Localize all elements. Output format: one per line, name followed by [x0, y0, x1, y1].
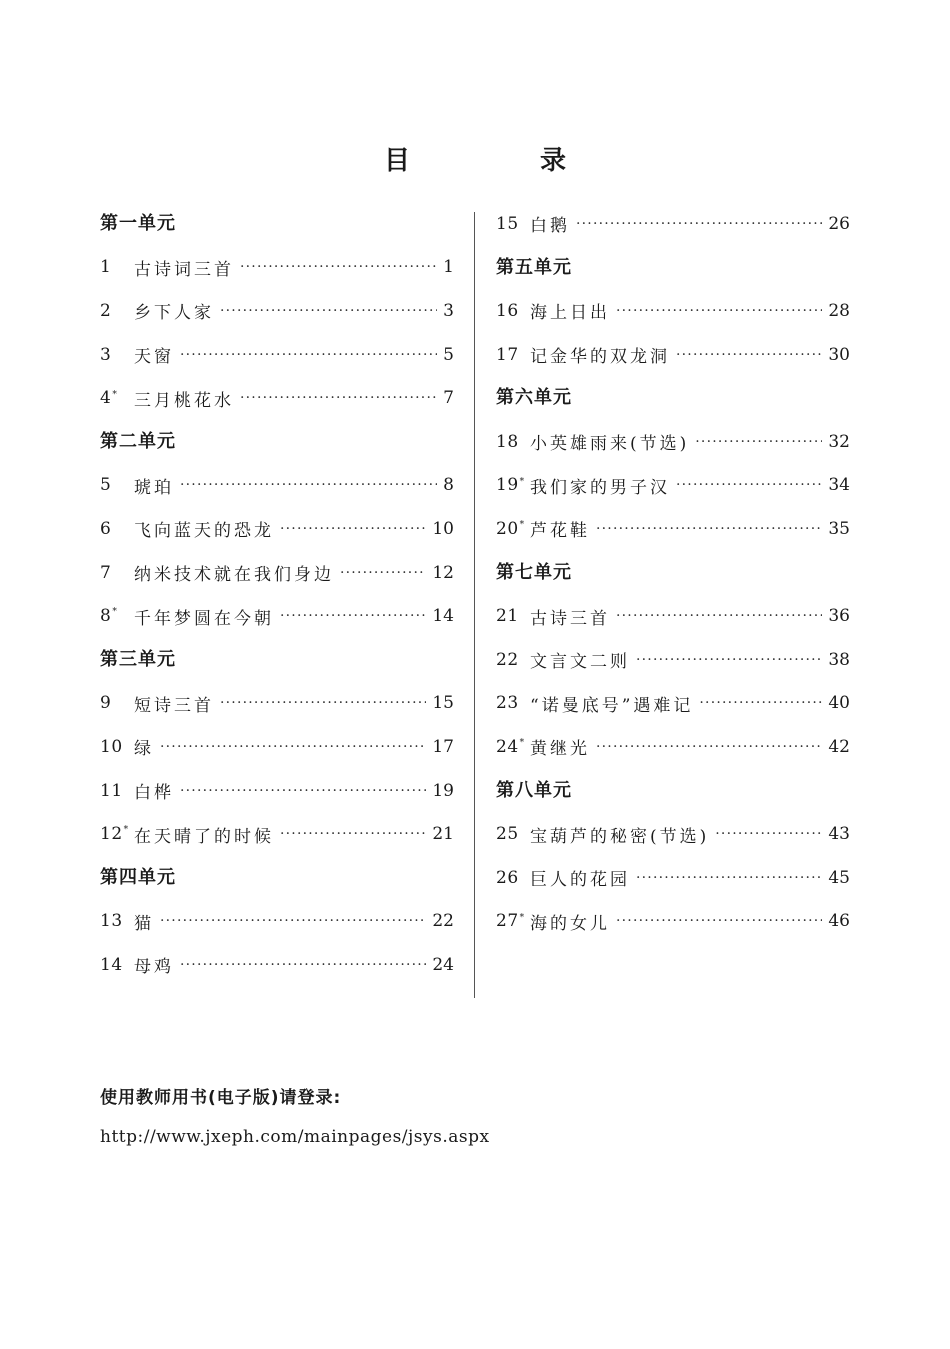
entry-title: 三月桃花水 [134, 390, 234, 411]
column-divider [474, 212, 475, 998]
toc-entry[interactable] [496, 507, 850, 551]
dot-leader [160, 913, 426, 929]
dot-leader [240, 390, 437, 406]
unit-heading: 第五单元 [496, 256, 572, 278]
entry-number [100, 301, 134, 321]
entry-page-number: 14 [432, 606, 454, 627]
dot-leader [340, 565, 426, 581]
entry-number [100, 911, 134, 931]
toc-entry[interactable] [100, 943, 454, 987]
entry-title: 黄继光 [530, 739, 590, 760]
lesson-number: 27 [496, 911, 519, 932]
dot-leader [180, 347, 437, 363]
entry-page-number: 12 [432, 562, 454, 583]
toc-entry[interactable] [100, 507, 454, 551]
toc-entry[interactable] [496, 333, 850, 377]
toc-entry[interactable] [496, 420, 850, 464]
entry-number [100, 693, 134, 713]
optional-lesson-mark: * [123, 825, 129, 836]
entry-page-number: 5 [443, 344, 454, 365]
dot-leader [676, 477, 822, 493]
entry-page-number: 36 [828, 606, 850, 627]
lesson-number: 15 [496, 213, 519, 234]
lesson-number: 26 [496, 867, 519, 888]
toc-entry[interactable] [100, 594, 454, 638]
unit-heading: 第四单元 [100, 866, 176, 888]
toc-entry[interactable] [100, 289, 454, 333]
toc-entry[interactable] [100, 376, 454, 420]
entry-number [496, 824, 530, 844]
lesson-number: 8 [100, 606, 112, 627]
entry-page-number: 38 [828, 649, 850, 670]
entry-number [496, 345, 530, 365]
unit-heading: 第六单元 [496, 387, 572, 409]
lesson-number: 9 [100, 693, 112, 714]
entry-title: 天窗 [134, 347, 174, 368]
dot-leader [280, 826, 426, 842]
optional-lesson-mark: * [519, 912, 525, 923]
entry-title: 短诗三首 [134, 695, 214, 716]
unit-heading: 第七单元 [496, 561, 572, 583]
lesson-number: 18 [496, 431, 519, 452]
toc-entry[interactable] [496, 594, 850, 638]
lesson-number: 22 [496, 649, 519, 670]
entry-number [100, 519, 134, 539]
entry-number [100, 388, 134, 408]
entry-page-number: 46 [828, 911, 850, 932]
toc-entry[interactable] [496, 856, 850, 900]
toc-entry[interactable] [496, 202, 850, 246]
footer-label: 使用教师用书(电子版)请登录: [100, 1088, 342, 1108]
lesson-number: 12 [100, 824, 123, 845]
entry-number [100, 475, 134, 495]
lesson-number: 4 [100, 388, 112, 409]
entry-number [100, 257, 134, 277]
entry-number [496, 475, 530, 495]
entry-title: 飞向蓝天的恐龙 [134, 521, 274, 542]
dot-leader [160, 739, 426, 755]
optional-lesson-mark: * [112, 389, 118, 400]
toc-entry[interactable] [496, 464, 850, 508]
entry-page-number: 42 [828, 736, 850, 757]
entry-page-number: 30 [828, 344, 850, 365]
toc-entry[interactable] [100, 725, 454, 769]
optional-lesson-mark: * [519, 738, 525, 749]
toc-right-column [496, 202, 850, 943]
lesson-number: 1 [100, 257, 112, 278]
entry-number [496, 214, 530, 234]
dot-leader [636, 870, 822, 886]
entry-title: 宝葫芦的秘密(节选) [530, 826, 710, 847]
entry-page-number: 17 [432, 736, 454, 757]
lesson-number: 7 [100, 562, 112, 583]
entry-page-number: 8 [443, 475, 454, 496]
toc-entry[interactable] [100, 333, 454, 377]
entry-number [496, 301, 530, 321]
toc-entry[interactable] [100, 551, 454, 595]
entry-page-number: 1 [443, 257, 454, 278]
toc-entry[interactable] [496, 682, 850, 726]
toc-entry[interactable] [496, 725, 850, 769]
dot-leader [616, 303, 822, 319]
entry-title: 文言文二则 [530, 652, 630, 673]
entry-title: 母鸡 [134, 957, 174, 978]
lesson-number: 20 [496, 518, 519, 539]
entry-number [496, 606, 530, 626]
entry-page-number: 21 [432, 824, 454, 845]
dot-leader [280, 521, 426, 537]
entry-title: 海上日出 [530, 303, 610, 324]
entry-number [100, 781, 134, 801]
entry-page-number: 24 [432, 954, 454, 975]
dot-leader [220, 695, 426, 711]
entry-title: 千年梦圆在今朝 [134, 608, 274, 629]
entry-title: 小英雄雨来(节选) [530, 434, 690, 455]
entry-title: 猫 [134, 913, 154, 934]
toc-entry[interactable] [100, 464, 454, 508]
entry-number [100, 563, 134, 583]
entry-title: 古诗词三首 [134, 259, 234, 280]
lesson-number: 14 [100, 954, 123, 975]
entry-number [496, 868, 530, 888]
entry-title: “诺曼底号”遇难记 [530, 695, 694, 716]
entry-page-number: 15 [432, 693, 454, 714]
dot-leader [280, 608, 426, 624]
entry-number [100, 737, 134, 757]
entry-title: 芦花鞋 [530, 521, 590, 542]
lesson-number: 17 [496, 344, 519, 365]
dot-leader [699, 695, 822, 711]
entry-title: 白鹅 [530, 216, 570, 237]
dot-leader [180, 957, 426, 973]
entry-number [100, 606, 134, 626]
lesson-number: 10 [100, 736, 123, 757]
toc-entry[interactable] [100, 769, 454, 813]
toc-left-column [100, 202, 454, 987]
entry-title: 纳米技术就在我们身边 [134, 565, 334, 586]
entry-title: 海的女儿 [530, 913, 610, 934]
dot-leader [616, 913, 822, 929]
entry-title: 乡下人家 [134, 303, 214, 324]
entry-page-number: 40 [828, 693, 850, 714]
toc-entry[interactable] [496, 638, 850, 682]
entry-title: 记金华的双龙洞 [530, 347, 670, 368]
toc-entry[interactable] [496, 900, 850, 944]
entry-page-number: 22 [432, 911, 454, 932]
lesson-number: 21 [496, 606, 519, 627]
entry-number [496, 693, 530, 713]
lesson-number: 25 [496, 824, 519, 845]
lesson-number: 23 [496, 693, 519, 714]
entry-title: 我们家的男子汉 [530, 477, 670, 498]
entry-page-number: 43 [828, 824, 850, 845]
dot-leader [676, 347, 822, 363]
dot-leader [240, 259, 437, 275]
dot-leader [576, 216, 822, 232]
lesson-number: 24 [496, 736, 519, 757]
unit-heading: 第八单元 [496, 779, 572, 801]
page-title: 目 录 [383, 146, 618, 176]
optional-lesson-mark: * [519, 520, 525, 531]
dot-leader [180, 783, 426, 799]
optional-lesson-mark: * [519, 476, 525, 487]
entry-title: 在天晴了的时候 [134, 826, 274, 847]
entry-number [496, 519, 530, 539]
entry-number [496, 737, 530, 757]
dot-leader [616, 608, 822, 624]
entry-number [496, 650, 530, 670]
entry-page-number: 28 [828, 300, 850, 321]
unit-heading: 第一单元 [100, 213, 176, 234]
toc-entry[interactable] [496, 289, 850, 333]
entry-title: 绿 [134, 739, 154, 760]
toc-entry[interactable] [100, 900, 454, 944]
entry-page-number: 35 [828, 518, 850, 539]
dot-leader [695, 434, 822, 450]
dot-leader [596, 521, 822, 537]
lesson-number: 3 [100, 344, 112, 365]
entry-title: 琥珀 [134, 477, 174, 498]
lesson-number: 6 [100, 518, 112, 539]
dot-leader [220, 303, 437, 319]
unit-heading: 第三单元 [100, 648, 176, 670]
lesson-number: 13 [100, 911, 123, 932]
toc-entry[interactable] [496, 812, 850, 856]
toc-entry[interactable] [100, 812, 454, 856]
entry-page-number: 19 [432, 780, 454, 801]
toc-entry[interactable] [100, 246, 454, 290]
entry-title: 巨人的花园 [530, 870, 630, 891]
entry-page-number: 34 [828, 475, 850, 496]
entry-number [100, 955, 134, 975]
optional-lesson-mark: * [112, 607, 118, 618]
entry-page-number: 26 [828, 213, 850, 234]
entry-page-number: 32 [828, 431, 850, 452]
unit-heading: 第二单元 [100, 430, 176, 452]
footer-url-link[interactable]: http://www.jxeph.com/mainpages/jsys.aspx [100, 1127, 490, 1147]
lesson-number: 11 [100, 780, 123, 801]
lesson-number: 19 [496, 475, 519, 496]
lesson-number: 2 [100, 300, 112, 321]
entry-page-number: 10 [432, 518, 454, 539]
entry-number [100, 345, 134, 365]
entry-title: 古诗三首 [530, 608, 610, 629]
dot-leader [180, 477, 437, 493]
dot-leader [596, 739, 822, 755]
entry-title: 白桦 [134, 783, 174, 804]
entry-page-number: 3 [443, 300, 454, 321]
lesson-number: 5 [100, 475, 112, 496]
toc-entry[interactable] [100, 682, 454, 726]
entry-number [496, 911, 530, 931]
entry-number [100, 824, 134, 844]
lesson-number: 16 [496, 300, 519, 321]
entry-page-number: 45 [828, 867, 850, 888]
entry-page-number: 7 [443, 388, 454, 409]
dot-leader [715, 826, 822, 842]
dot-leader [636, 652, 822, 668]
entry-number [496, 432, 530, 452]
